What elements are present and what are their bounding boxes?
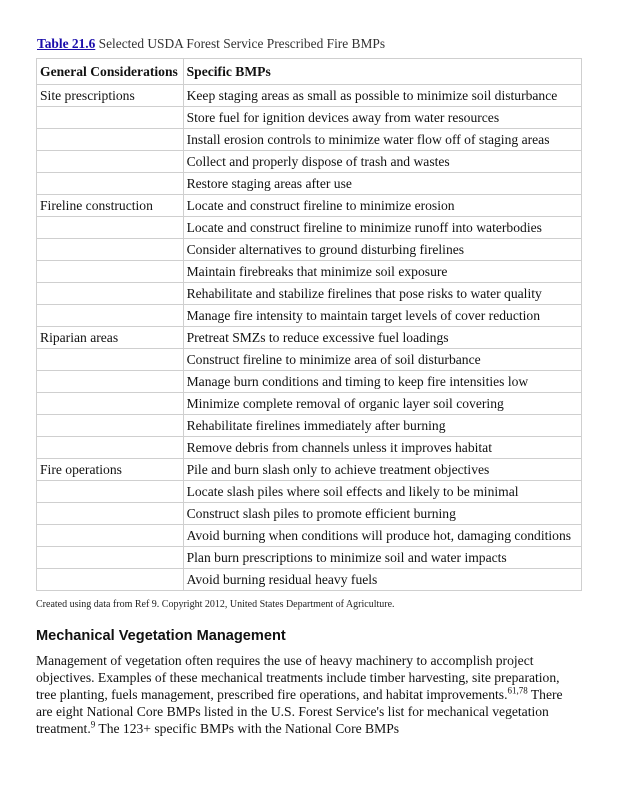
general-consideration-cell xyxy=(37,393,184,415)
specific-bmp-cell: Locate slash piles where soil effects and likely to be minimal xyxy=(183,481,581,503)
specific-bmp-cell: Restore staging areas after use xyxy=(183,173,581,195)
specific-bmp-cell: Construct fireline to minimize area of soil disturbance xyxy=(183,349,581,371)
general-consideration-cell xyxy=(37,547,184,569)
table-body xyxy=(37,85,582,591)
specific-bmp-cell: Avoid burning when conditions will produce hot, damaging conditions xyxy=(183,525,581,547)
specific-bmp-cell: Construct slash piles to promote efficient burning xyxy=(183,503,581,525)
table-row xyxy=(37,415,582,437)
general-consideration-cell xyxy=(37,217,184,239)
table-row xyxy=(37,393,582,415)
table-caption xyxy=(37,34,582,54)
table-row xyxy=(37,503,582,525)
table-row xyxy=(37,85,582,107)
table-credit: Created using data from Ref 9. Copyright 2012, United States Department of Agriculture. xyxy=(36,599,395,610)
document-page xyxy=(36,34,582,737)
specific-bmp-cell: Install erosion controls to minimize water flow off of staging areas xyxy=(183,129,581,151)
specific-bmp-cell: Rehabilitate firelines immediately after burning xyxy=(183,415,581,437)
table-title: Selected USDA Forest Service Prescribed Fire BMPs xyxy=(98,36,386,51)
specific-bmp-cell: Maintain firebreaks that minimize soil exposure xyxy=(183,261,581,283)
table-row xyxy=(37,107,582,129)
specific-bmp-cell: Consider alternatives to ground disturbing firelines xyxy=(183,239,581,261)
citation-ref-1: 61,78 xyxy=(507,685,528,696)
general-consideration-cell xyxy=(37,261,184,283)
specific-bmp-cell: Pretreat SMZs to reduce excessive fuel loadings xyxy=(183,327,581,349)
table-row xyxy=(37,261,582,283)
table-label-link[interactable]: Table 21.6 xyxy=(37,36,96,51)
table-row xyxy=(37,195,582,217)
general-consideration-cell: Fire operations xyxy=(37,459,184,481)
specific-bmp-cell: Store fuel for ignition devices away from water resources xyxy=(183,107,581,129)
specific-bmp-cell: Collect and properly dispose of trash and wastes xyxy=(183,151,581,173)
bmp-table xyxy=(36,58,582,591)
general-consideration-cell xyxy=(37,569,184,591)
header-general-considerations: General Considerations xyxy=(37,59,184,85)
paragraph-text-3: The 123+ specific BMPs with the National Core BMPs xyxy=(95,721,400,736)
general-consideration-cell xyxy=(37,437,184,459)
general-consideration-cell xyxy=(37,129,184,151)
general-consideration-cell: Site prescriptions xyxy=(37,85,184,107)
general-consideration-cell xyxy=(37,151,184,173)
general-consideration-cell xyxy=(37,173,184,195)
specific-bmp-cell: Locate and construct fireline to minimize runoff into waterbodies xyxy=(183,217,581,239)
general-consideration-cell xyxy=(37,239,184,261)
table-row xyxy=(37,173,582,195)
general-consideration-cell xyxy=(37,107,184,129)
specific-bmp-cell: Minimize complete removal of organic layer soil covering xyxy=(183,393,581,415)
specific-bmp-cell: Locate and construct fireline to minimize erosion xyxy=(183,195,581,217)
specific-bmp-cell: Keep staging areas as small as possible to minimize soil disturbance xyxy=(183,85,581,107)
specific-bmp-cell: Remove debris from channels unless it improves habitat xyxy=(183,437,581,459)
general-consideration-cell xyxy=(37,305,184,327)
paragraph-text-1: Management of vegetation often requires the use of heavy machinery to accomplish project objectives. Examples of these mechanical treatments include timber harvesting, site preparation, tree planting, fuels management, prescribed fire operations, and habitat improvements. xyxy=(36,653,560,702)
table-row xyxy=(37,327,582,349)
table-row xyxy=(37,239,582,261)
general-consideration-cell xyxy=(37,283,184,305)
citation-ref-2: 9 xyxy=(90,719,96,730)
table-row xyxy=(37,283,582,305)
specific-bmp-cell: Manage burn conditions and timing to keep fire intensities low xyxy=(183,371,581,393)
table-row xyxy=(37,217,582,239)
general-consideration-cell xyxy=(37,481,184,503)
specific-bmp-cell: Pile and burn slash only to achieve treatment objectives xyxy=(183,459,581,481)
table-row xyxy=(37,129,582,151)
table-row xyxy=(37,547,582,569)
table-row xyxy=(37,349,582,371)
specific-bmp-cell: Plan burn prescriptions to minimize soil and water impacts xyxy=(183,547,581,569)
specific-bmp-cell: Rehabilitate and stabilize firelines that pose risks to water quality xyxy=(183,283,581,305)
table-row xyxy=(37,525,582,547)
general-consideration-cell xyxy=(37,503,184,525)
table-row xyxy=(37,437,582,459)
paragraph-text-2: There are eight National Core BMPs listed in the U.S. Forest Service's list for mechanical vegetation treatment. xyxy=(36,687,563,736)
table-row xyxy=(37,151,582,173)
general-consideration-cell: Riparian areas xyxy=(37,327,184,349)
table-row xyxy=(37,305,582,327)
general-consideration-cell xyxy=(37,349,184,371)
general-consideration-cell xyxy=(37,371,184,393)
specific-bmp-cell: Avoid burning residual heavy fuels xyxy=(183,569,581,591)
header-specific-bmps: Specific BMPs xyxy=(183,59,581,85)
specific-bmp-cell: Manage fire intensity to maintain target levels of cover reduction xyxy=(183,305,581,327)
general-consideration-cell xyxy=(37,525,184,547)
section-paragraph xyxy=(36,652,582,737)
general-consideration-cell: Fireline construction xyxy=(37,195,184,217)
table-header-row xyxy=(37,59,582,85)
section-heading: Mechanical Vegetation Management xyxy=(36,628,286,644)
table-row xyxy=(37,569,582,591)
general-consideration-cell xyxy=(37,415,184,437)
table-row xyxy=(37,481,582,503)
table-row xyxy=(37,459,582,481)
table-row xyxy=(37,371,582,393)
